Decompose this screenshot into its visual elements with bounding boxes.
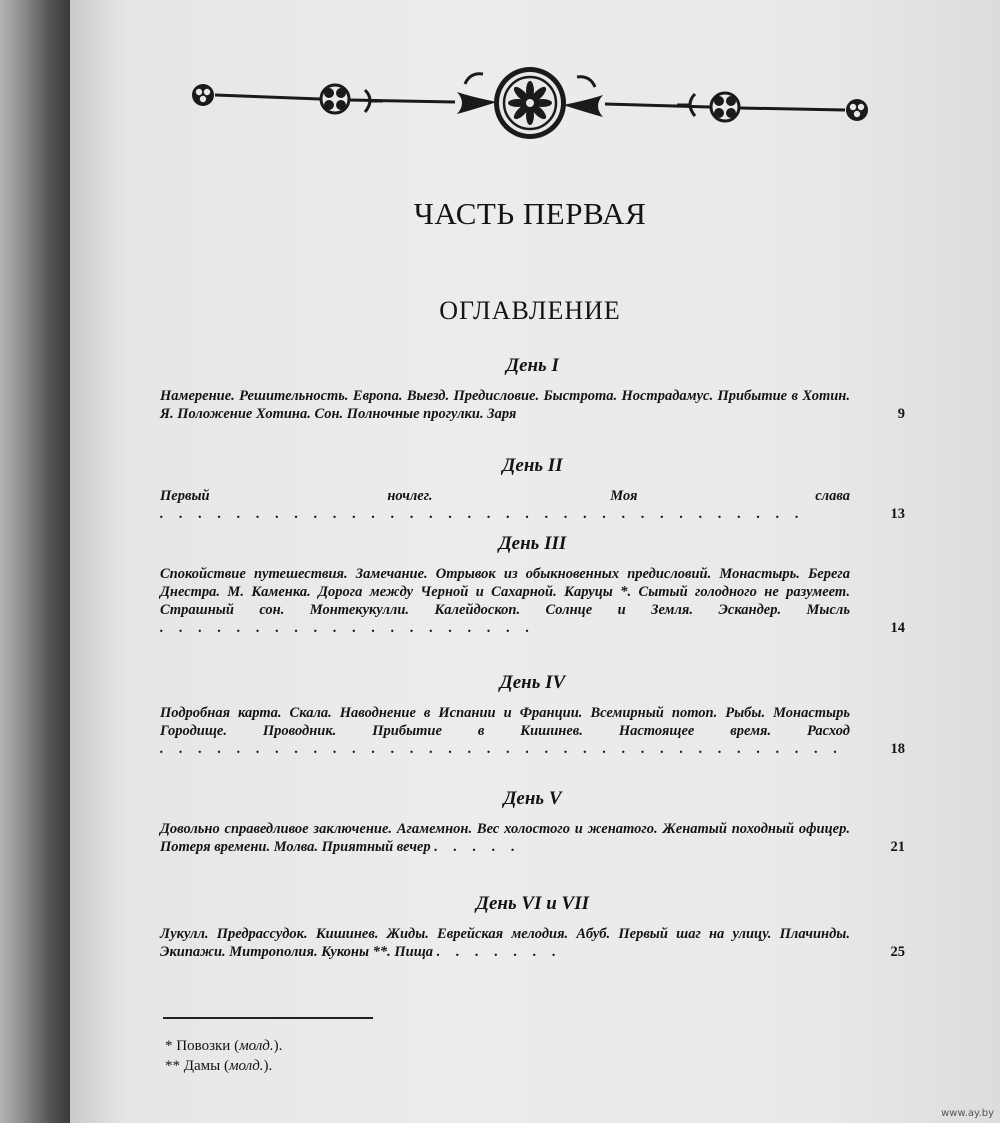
toc-section-day-6-7 (160, 893, 905, 961)
dot-leader: . . . . . . . (436, 944, 562, 960)
toc-page-number[interactable]: 21 (890, 839, 905, 855)
toc-page-number[interactable]: 14 (890, 620, 905, 636)
dot-leader: . . . . . . . . . . . . . . . . . . . . . . . . . . . . . . . . . . . . (160, 741, 844, 757)
footnote-2: ** Дамы (молд.). (165, 1058, 273, 1074)
toc-page-number[interactable]: 18 (890, 741, 905, 757)
day-title: День III (498, 533, 567, 554)
dot-leader: . . . . . . . . . . . . . . . . . . . . (160, 620, 536, 636)
day-title: День I (506, 355, 559, 376)
toc-section-day-3 (160, 533, 905, 637)
part-title: ЧАСТЬ ПЕРВАЯ (413, 196, 647, 231)
decorative-ornament-header (185, 62, 875, 142)
footnote-1: * Повозки (молд.). (165, 1038, 283, 1054)
toc-page-number[interactable]: 9 (897, 406, 905, 422)
day-title: День II (502, 455, 563, 476)
toc-section-day-2 (160, 455, 905, 523)
toc-section-day-1 (160, 355, 905, 423)
toc-entry-text: Первый ночлег. Моя слава . . . . . . . . . . . . . . . . . . . . . . . . . . . . . . . . . . (160, 488, 850, 522)
toc-entry-text: Намерение. Решительность. Европа. Выезд. Предисловие. Быстрота. Нострадамус. Прибытие в Хотин. Я. Положение Хотина. Сон. Полночные прогулки. Заря (160, 388, 850, 422)
dot-leader: . . . . . . . . . . . . . . . . . . . . . . . . . . . . . . . . . . (160, 506, 805, 522)
toc-page-number[interactable]: 25 (890, 944, 905, 960)
toc-section-day-4 (160, 672, 905, 758)
watermark-text: www.ay.by (941, 1108, 994, 1119)
toc-entry-text: Спокойствие путешествия. Замечание. Отрывок из обыкновенных предисловий. Монастырь. Берега Днестра. М. Каменка. Дорога между Черной и Сахарной. Каруцы *. Сытый голодного не разумеет. Страшный сон. Монтекукулли. Калейдоскоп. Солнце и Земля. Эскандер. Мысль . . . . . . . . . . . . . . . . . . . . (160, 566, 850, 636)
toc-page-number[interactable]: 13 (890, 506, 905, 522)
table-of-contents-title: ОГЛАВЛЕНИЕ (439, 296, 621, 325)
day-title: День V (503, 788, 562, 809)
footnote-divider (163, 1017, 373, 1019)
day-title: День IV (499, 672, 566, 693)
toc-entry-text: Лукулл. Предрассудок. Кишинев. Жиды. Еврейская мелодия. Абуб. Первый шаг на улицу. Плачинды. Экипажи. Митрополия. Куконы **. Пища . . . . . . . (160, 926, 850, 960)
toc-entry-text: Довольно справедливое заключение. Агамемнон. Вес холостого и женатого. Женатый походный офицер. Потеря времени. Молва. Приятный вечер . . . . . (160, 821, 850, 855)
dot-leader: . . . . . (434, 839, 521, 855)
day-title: День VI и VII (476, 893, 589, 914)
book-gutter (0, 0, 70, 1123)
footnotes (165, 1036, 282, 1076)
toc-section-day-5 (160, 788, 905, 856)
toc-entry-text: Подробная карта. Скала. Наводнение в Испании и Франции. Всемирный потоп. Рыбы. Монастырь Городище. Проводник. Прибытие в Кишинев. Настоящее время. Расход . . . . . . . . . . . . . . . . . . . . . . . . . . . . . . . . . . . . (160, 705, 850, 757)
